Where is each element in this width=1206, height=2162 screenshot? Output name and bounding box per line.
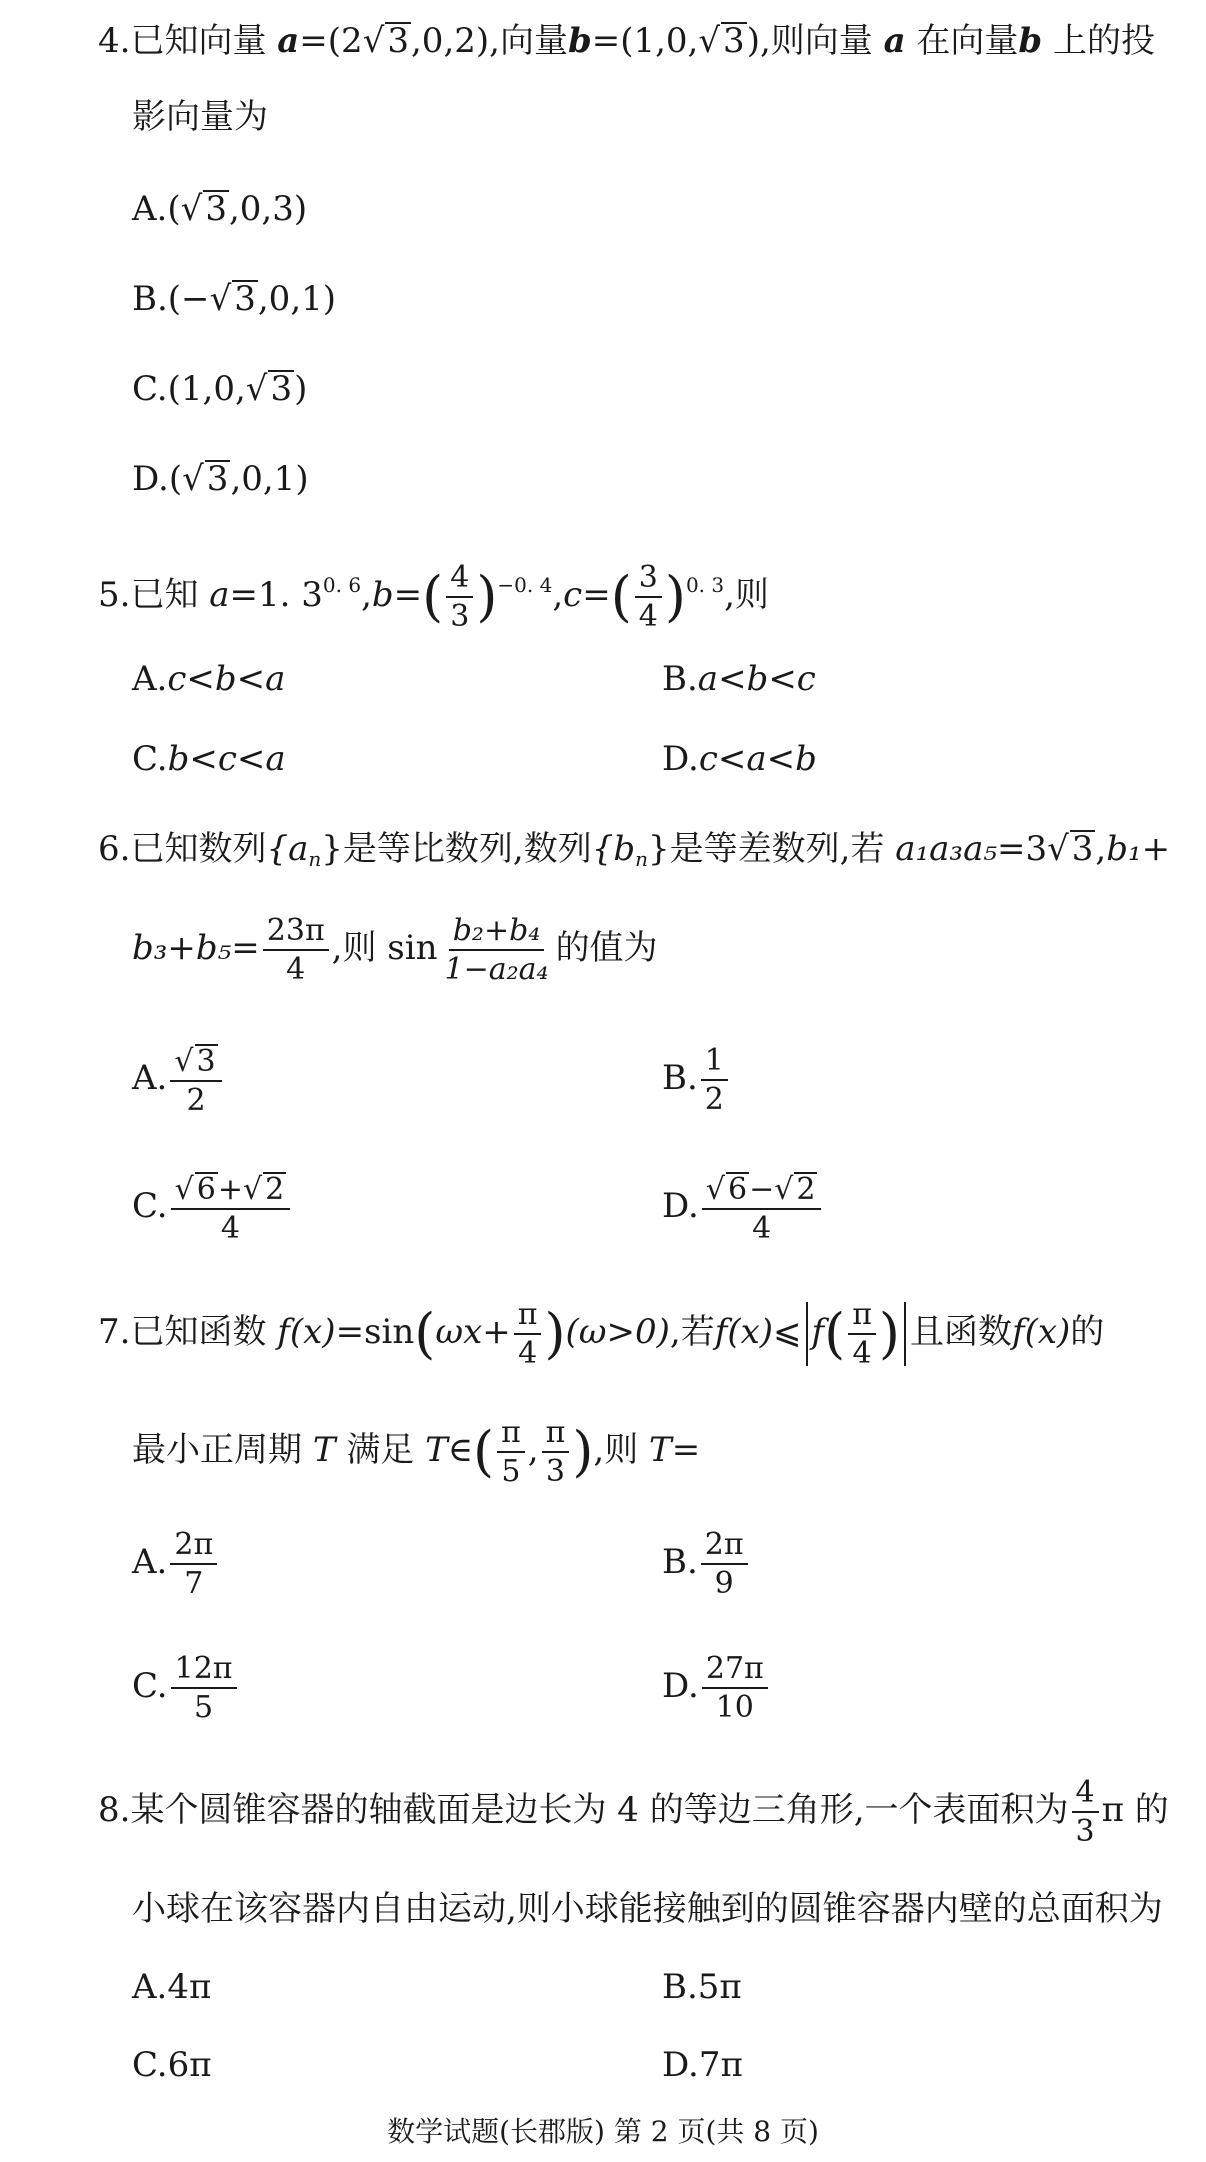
- q7-option-b[interactable]: B. $\frac{2\pi}{9}$: [662, 1522, 751, 1602]
- q4-option-d[interactable]: D.(√3,0,1): [132, 459, 309, 499]
- q8-option-a[interactable]: A.4π: [132, 1967, 212, 2007]
- q6-stem-line1: 6.已知数列$\{a_n\}$是等比数列,数列$\{b_n\}$是等差数列,若 a₁a₃a₅=3√3,b₁+: [98, 829, 1171, 871]
- q4-option-c[interactable]: C.(1,0,√3): [132, 369, 308, 409]
- q6-option-a[interactable]: A. $\frac{√ 3}{2}$: [132, 1038, 225, 1118]
- q8-option-b[interactable]: B.5π: [662, 1967, 742, 2007]
- q5-option-b[interactable]: B.a<b<c: [662, 659, 816, 699]
- q7-option-a[interactable]: A. $\frac{2\pi}{7}$: [132, 1522, 220, 1602]
- q8-option-d[interactable]: D.7π: [662, 2045, 743, 2085]
- q5-option-a[interactable]: A.c<b<a: [132, 659, 286, 699]
- q4-stem-line2: 影向量为: [132, 97, 268, 137]
- q4-option-a[interactable]: A.(√3,0,3): [132, 189, 308, 229]
- q7-stem-line1: 7.已知函数 f(x)=sin(ωx+ $\frac{\pi}{4}$ )(ω>0),若f(x)⩽ f( $\frac{\pi}{4}$ ) 且函数f(x)的: [98, 1297, 1105, 1371]
- q8-stem-line1: 8.某个圆锥容器的轴截面是边长为 4 的等边三角形,一个表面积为 $\frac{4}{3}$ π 的: [98, 1775, 1169, 1849]
- q7-option-c[interactable]: C. $\frac{12\pi}{5}$: [132, 1646, 240, 1726]
- q7-number: 7.: [98, 1312, 131, 1352]
- q8-number: 8.: [98, 1790, 131, 1830]
- q6-option-d[interactable]: D. $\frac{√ 6-√ 2}{4}$: [662, 1166, 824, 1246]
- q4-option-b[interactable]: B.(−√3,0,1): [132, 279, 337, 319]
- q8-stem-line2: 小球在该容器内自由运动,则小球能接触到的圆锥容器内壁的总面积为: [132, 1889, 1163, 1929]
- q5-number: 5.: [98, 575, 131, 615]
- page-footer: 数学试题(长郡版) 第 2 页(共 8 页): [387, 2115, 819, 2148]
- q6-option-b[interactable]: B. $\frac{1}{2}$: [662, 1038, 731, 1118]
- q5-stem: 5.已知 a=1. $3^{0. 6},b=$( $\frac{4}{3}$ )$^{-0. 4}$,c=( $\frac{3}{4}$ )$^{0. 3}$,则: [98, 560, 769, 634]
- q6-stem-line2: b₃+b₅= $\frac{23\pi}{4}$ ,则 sin $\frac{\text{b₂+b₄}}{\text{1−a₂a₄}}$ 的值为: [132, 913, 658, 987]
- q5-option-d[interactable]: D.c<a<b: [662, 739, 817, 779]
- q8-option-c[interactable]: C.6π: [132, 2045, 212, 2085]
- q5-option-c[interactable]: C.b<c<a: [132, 739, 286, 779]
- q4-stem-line1: 4.已知向量 a=(2√3,0,2),向量b=(1,0,√3),则向量 a 在向量b 上的投: [98, 21, 1156, 61]
- q7-stem-line2: 最小正周期 T 满足 T∈( $\frac{\pi}{5}$ , $\frac{\pi}{3}$ ),则 T=: [132, 1415, 701, 1489]
- q7-option-d[interactable]: D. $\frac{27\pi}{10}$: [662, 1646, 771, 1726]
- q4-number: 4.: [98, 21, 131, 61]
- q6-option-c[interactable]: C. $\frac{√ 6+√ 2}{4}$: [132, 1166, 293, 1246]
- q6-number: 6.: [98, 829, 131, 869]
